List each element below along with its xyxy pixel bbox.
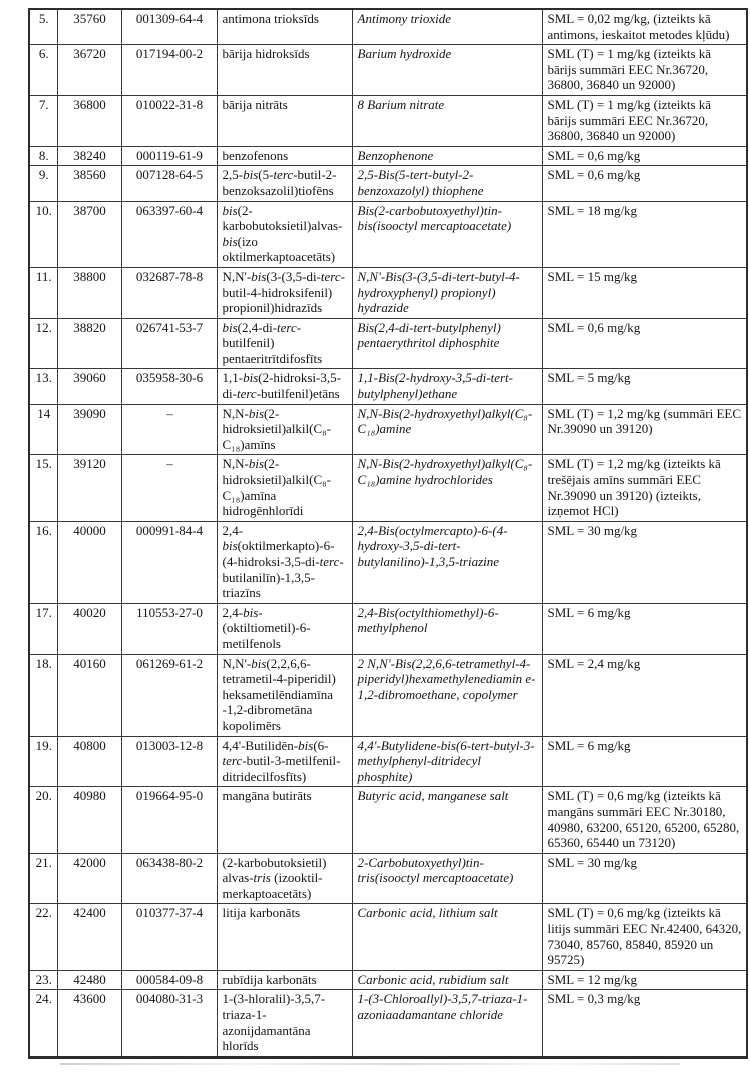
- cell-restriction: SML = 0,6 mg/kg: [542, 146, 747, 166]
- cell-cas-number: 061269-61-2: [121, 654, 217, 736]
- cell-name-lv: 2,4-bis(oktilmerkapto)-6-(4-hidroksi-3,5-di-terc-butilanilīn)-1,3,5-triazīns: [217, 521, 352, 603]
- cell-row-number: 8.: [29, 146, 57, 166]
- cell-name-lv: N,N'-bis(2,2,6,6-tetrametil-4-piperidil) heksametilēndiamīna -1,2-dibrometāna kopolimērs: [217, 654, 352, 736]
- cell-name-lv: N,N-bis(2-hidroksietil)alkil(C₈-C₁₈)amīna hidrogēnhlorīdi: [217, 455, 352, 521]
- cell-restriction: SML = 6 mg/kg: [542, 736, 747, 787]
- cell-cas-number: 063397-60-4: [121, 201, 217, 267]
- table-row: [29, 369, 747, 404]
- cell-name-en: Antimony trioxide: [352, 9, 542, 45]
- table-row: [29, 455, 747, 521]
- cell-cas-number: 010022-31-8: [121, 95, 217, 146]
- cell-row-number: 14: [29, 404, 57, 455]
- cell-ref-number: 39060: [57, 369, 121, 404]
- cell-name-en: Bis(2-carbobutoxyethyl)tin-bis(isooctyl mercaptoacetate): [352, 201, 542, 267]
- table-row: [29, 970, 747, 990]
- cell-ref-number: 42400: [57, 904, 121, 970]
- cell-name-en: Bis(2,4-di-tert-butylphenyl) pentaerythritol diphosphite: [352, 318, 542, 369]
- cell-cas-number: 019664-95-0: [121, 787, 217, 853]
- cell-cas-number: 000991-84-4: [121, 521, 217, 603]
- cell-row-number: 16.: [29, 521, 57, 603]
- table-row: [29, 904, 747, 970]
- cell-cas-number: 013003-12-8: [121, 736, 217, 787]
- cell-restriction: SML = 30 mg/kg: [542, 521, 747, 603]
- cell-cas-number: 017194-00-2: [121, 45, 217, 96]
- cell-restriction: SML (T) = 0,6 mg/kg (izteikts kā litijs summāri EEC Nr.42400, 64320, 73040, 85760, 85840, 85920 un 95725): [542, 904, 747, 970]
- cell-ref-number: 40160: [57, 654, 121, 736]
- cell-ref-number: 40800: [57, 736, 121, 787]
- cell-row-number: 20.: [29, 787, 57, 853]
- cell-name-en: 1-(3-Chloroallyl)-3,5,7-triaza-1-azoniaadamantane chloride: [352, 990, 542, 1057]
- cell-restriction: SML (T) = 1,2 mg/kg (summāri EEC Nr.39090 un 39120): [542, 404, 747, 455]
- cell-cas-number: 000584-09-8: [121, 970, 217, 990]
- cell-restriction: SML = 2,4 mg/kg: [542, 654, 747, 736]
- cell-restriction: SML (T) = 1 mg/kg (izteikts kā bārijs summāri EEC Nr.36720, 36800, 36840 un 92000): [542, 45, 747, 96]
- cell-name-lv: bis(2-karbobutoksietil)alvas-bis(izo oktilmerkaptoacetāts): [217, 201, 352, 267]
- cell-row-number: 17.: [29, 603, 57, 654]
- cell-restriction: SML (T) = 0,6 mg/kg (izteikts kā mangāns summāri EEC Nr.30180, 40980, 63200, 65120, 65200, 65280, 65360, 65440 un 73120): [542, 787, 747, 853]
- cell-cas-number: –: [121, 404, 217, 455]
- table-row: [29, 201, 747, 267]
- cell-restriction: SML = 15 mg/kg: [542, 267, 747, 318]
- cell-name-en: N,N-Bis(2-hydroxyethyl)alkyl(C₈-C₁₈)amine hydrochlorides: [352, 455, 542, 521]
- cell-restriction: SML = 6 mg/kg: [542, 603, 747, 654]
- substances-table-body: [29, 9, 747, 1057]
- cell-ref-number: 42000: [57, 853, 121, 904]
- cell-name-lv: litija karbonāts: [217, 904, 352, 970]
- table-row: [29, 736, 747, 787]
- cell-name-lv: mangāna butirāts: [217, 787, 352, 853]
- cell-cas-number: –: [121, 455, 217, 521]
- cell-name-en: Butyric acid, manganese salt: [352, 787, 542, 853]
- table-row: [29, 654, 747, 736]
- table-row: [29, 603, 747, 654]
- cell-restriction: SML = 0,6 mg/kg: [542, 166, 747, 201]
- cell-cas-number: 035958-30-6: [121, 369, 217, 404]
- table-row: [29, 9, 747, 45]
- cell-name-lv: benzofenons: [217, 146, 352, 166]
- cell-ref-number: 40020: [57, 603, 121, 654]
- cell-cas-number: 110553-27-0: [121, 603, 217, 654]
- cell-row-number: 7.: [29, 95, 57, 146]
- cell-ref-number: 38240: [57, 146, 121, 166]
- cell-name-en: 2,5-Bis(5-tert-butyl-2-benzoxazolyl) thiophene: [352, 166, 542, 201]
- cell-ref-number: 38560: [57, 166, 121, 201]
- cell-cas-number: 001309-64-4: [121, 9, 217, 45]
- cell-ref-number: 38800: [57, 267, 121, 318]
- cell-cas-number: 010377-37-4: [121, 904, 217, 970]
- cell-ref-number: 43600: [57, 990, 121, 1057]
- cell-ref-number: 42480: [57, 970, 121, 990]
- table-row: [29, 267, 747, 318]
- table-row: [29, 45, 747, 96]
- cell-name-lv: 2,4-bis-(oktiltiometil)-6-metilfenols: [217, 603, 352, 654]
- cell-cas-number: 026741-53-7: [121, 318, 217, 369]
- cell-name-en: 4,4'-Butylidene-bis(6-tert-butyl-3-methylphenyl-ditridecyl phosphite): [352, 736, 542, 787]
- cell-name-lv: 4,4'-Butilidēn-bis(6-terc-butil-3-metilfenil-ditridecilfosfīts): [217, 736, 352, 787]
- cell-name-en: N,N-Bis(2-hydroxyethyl)alkyl(C₈-C₁₈)amine: [352, 404, 542, 455]
- cell-name-en: 2,4-Bis(octylthiomethyl)-6-methylphenol: [352, 603, 542, 654]
- cell-ref-number: 36720: [57, 45, 121, 96]
- cell-name-en: N,N'-Bis(3-(3,5-di-tert-butyl-4-hydroxyphenyl) propionyl) hydrazide: [352, 267, 542, 318]
- cell-restriction: SML = 12 mg/kg: [542, 970, 747, 990]
- cell-row-number: 5.: [29, 9, 57, 45]
- cell-name-en: 2 N,N'-Bis(2,2,6,6-tetramethyl-4-piperidyl)hexamethylenediamin e-1,2-dibromoethane, copolymer: [352, 654, 542, 736]
- substances-table: [28, 8, 748, 1059]
- cell-row-number: 24.: [29, 990, 57, 1057]
- cell-row-number: 18.: [29, 654, 57, 736]
- cell-cas-number: 007128-64-5: [121, 166, 217, 201]
- cell-restriction: SML = 0,6 mg/kg: [542, 318, 747, 369]
- cell-restriction: SML = 0,3 mg/kg: [542, 990, 747, 1057]
- cell-name-en: Benzophenone: [352, 146, 542, 166]
- cell-restriction: SML = 18 mg/kg: [542, 201, 747, 267]
- cell-row-number: 9.: [29, 166, 57, 201]
- cell-name-en: Carbonic acid, lithium salt: [352, 904, 542, 970]
- cell-cas-number: 000119-61-9: [121, 146, 217, 166]
- cell-ref-number: 38700: [57, 201, 121, 267]
- cell-name-en: 8 Barium nitrate: [352, 95, 542, 146]
- cell-restriction: SML (T) = 1 mg/kg (izteikts kā bārijs summāri EEC Nr.36720, 36800, 36840 un 92000): [542, 95, 747, 146]
- table-row: [29, 95, 747, 146]
- cell-row-number: 11.: [29, 267, 57, 318]
- cell-name-lv: bārija nitrāts: [217, 95, 352, 146]
- cell-name-lv: antimona trioksīds: [217, 9, 352, 45]
- cell-row-number: 15.: [29, 455, 57, 521]
- table-row: [29, 990, 747, 1057]
- cell-name-lv: bis(2,4-di-terc-butilfenil) pentaeritrītdifosfīts: [217, 318, 352, 369]
- cell-name-lv: bārija hidroksīds: [217, 45, 352, 96]
- cell-ref-number: 40980: [57, 787, 121, 853]
- cell-ref-number: 36800: [57, 95, 121, 146]
- cell-ref-number: 39120: [57, 455, 121, 521]
- cell-ref-number: 35760: [57, 9, 121, 45]
- cell-name-en: Carbonic acid, rubidium salt: [352, 970, 542, 990]
- cell-name-en: 1,1-Bis(2-hydroxy-3,5-di-tert-butylphenyl)ethane: [352, 369, 542, 404]
- cell-restriction: SML = 30 mg/kg: [542, 853, 747, 904]
- table-row: [29, 787, 747, 853]
- cell-row-number: 19.: [29, 736, 57, 787]
- table-row: [29, 146, 747, 166]
- cell-row-number: 23.: [29, 970, 57, 990]
- scan-artifact-line: [60, 1063, 680, 1065]
- cell-row-number: 10.: [29, 201, 57, 267]
- cell-name-lv: N,N'-bis(3-(3,5-di-terc-butil-4-hidroksifenil) propionil)hidrazīds: [217, 267, 352, 318]
- cell-ref-number: 40000: [57, 521, 121, 603]
- cell-name-en: 2-Carbobutoxyethyl)tin-tris(isooctyl mercaptoacetate): [352, 853, 542, 904]
- cell-ref-number: 38820: [57, 318, 121, 369]
- cell-name-lv: N,N-bis(2-hidroksietil)alkil(C₈-C₁₈)amīns: [217, 404, 352, 455]
- table-row: [29, 318, 747, 369]
- cell-row-number: 22.: [29, 904, 57, 970]
- cell-name-lv: 1-(3-hloralil)-3,5,7-triaza-1-azonijdamantāna hlorīds: [217, 990, 352, 1057]
- cell-row-number: 21.: [29, 853, 57, 904]
- cell-row-number: 12.: [29, 318, 57, 369]
- cell-name-lv: 1,1-bis(2-hidroksi-3,5-di-terc-butilfenil)etāns: [217, 369, 352, 404]
- cell-row-number: 13.: [29, 369, 57, 404]
- cell-name-en: Barium hydroxide: [352, 45, 542, 96]
- cell-restriction: SML = 5 mg/kg: [542, 369, 747, 404]
- cell-cas-number: 063438-80-2: [121, 853, 217, 904]
- table-row: [29, 521, 747, 603]
- cell-name-lv: rubīdija karbonāts: [217, 970, 352, 990]
- cell-cas-number: 032687-78-8: [121, 267, 217, 318]
- cell-restriction: SML (T) = 1,2 mg/kg (izteikts kā trešējais amīns summāri EEC Nr.39090 un 39120) (izteikts, izņemot HCl): [542, 455, 747, 521]
- cell-name-en: 2,4-Bis(octylmercapto)-6-(4-hydroxy-3,5-di-tert-butylanilino)-1,3,5-triazine: [352, 521, 542, 603]
- table-row: [29, 166, 747, 201]
- cell-name-lv: (2-karbobutoksietil) alvas-tris (izooktil-merkaptoacetāts): [217, 853, 352, 904]
- cell-restriction: SML = 0,02 mg/kg, (izteikts kā antimons, ieskaitot metodes kļūdu): [542, 9, 747, 45]
- cell-name-lv: 2,5-bis(5-terc-butil-2-benzoksazolil)tiofēns: [217, 166, 352, 201]
- cell-cas-number: 004080-31-3: [121, 990, 217, 1057]
- table-row: [29, 404, 747, 455]
- cell-ref-number: 39090: [57, 404, 121, 455]
- table-row: [29, 853, 747, 904]
- cell-row-number: 6.: [29, 45, 57, 96]
